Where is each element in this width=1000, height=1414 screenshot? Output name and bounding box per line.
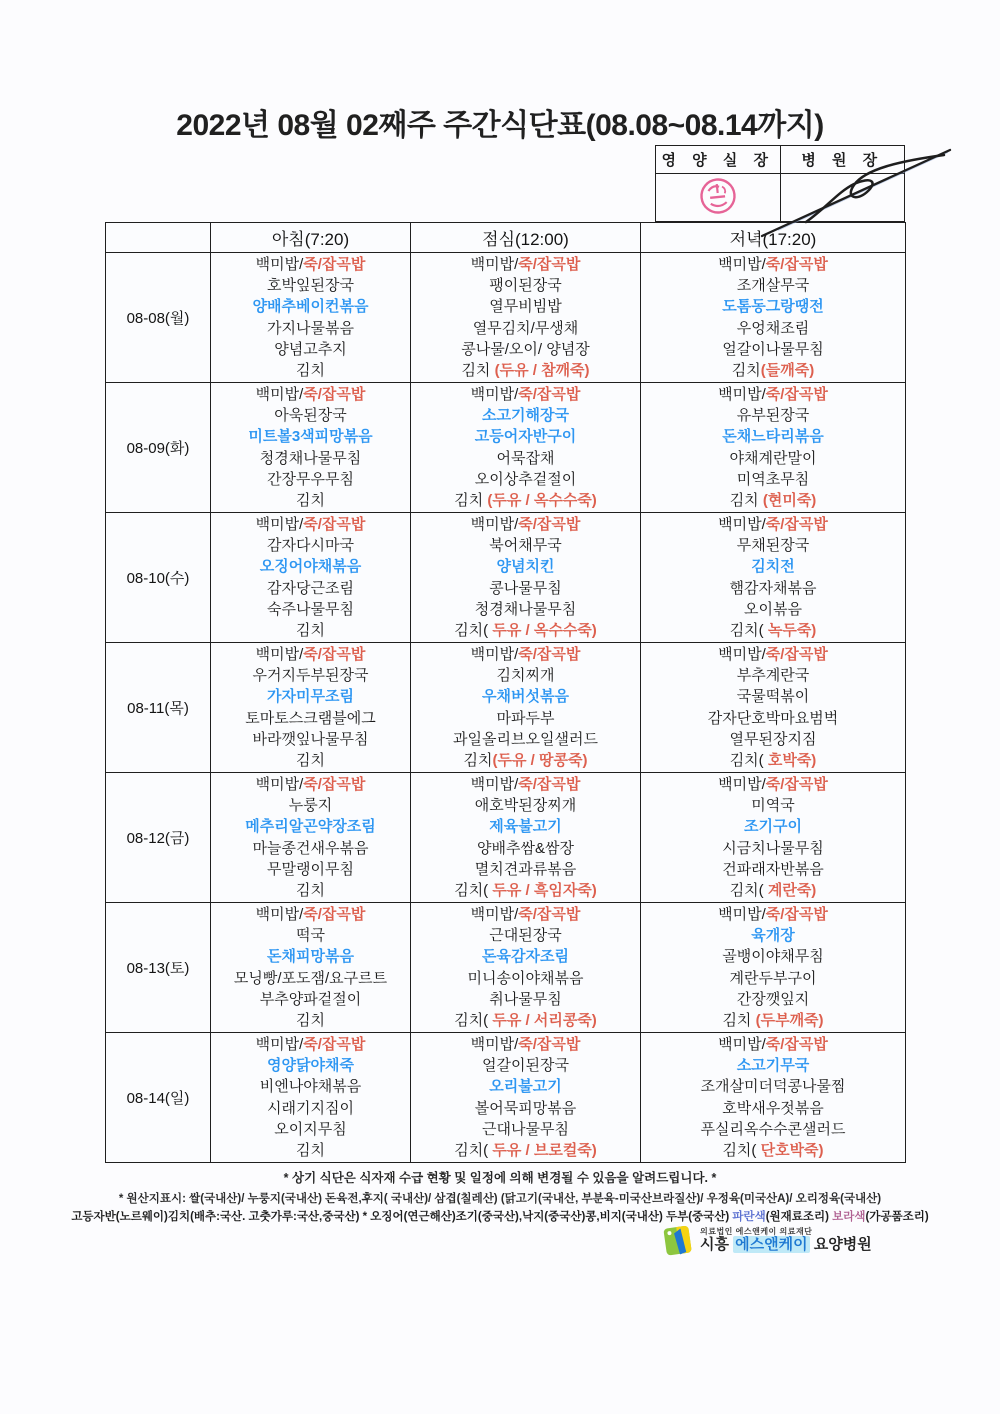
date-cell: 08-10(수) (106, 513, 211, 643)
menu-item: 떡국 (296, 927, 325, 945)
menu-cell-lunch (411, 903, 641, 1033)
date-cell: 08-14(일) (106, 1033, 211, 1163)
menu-item: 야채계란말이 (729, 449, 817, 467)
menu-item: 백미밥/죽/잡곡밥 (255, 1036, 366, 1054)
menu-item: 김치(들깨죽) (731, 361, 815, 379)
footer-note: * 상기 식단은 식자재 수급 현황 및 일정에 의해 변경될 수 있음을 알려드립니다. * (283, 1171, 717, 1185)
menu-item: 영양닭야채죽 (267, 1057, 354, 1075)
menu-item: 김치(두유 / 땅콩죽) (463, 751, 588, 769)
menu-item: 백미밥/죽/잡곡밥 (470, 386, 581, 404)
menu-item: 김치 (296, 621, 325, 639)
origin-note-line1: * 원산지표시: 쌀(국내산)/ 누룽지(국내산) 돈육전,후지( 국내산)/ 삼겹(칠레산) (닭고기(국내산, 부분육-미국산브라질산)/ 우정육(미국산A)/ 오리정육(국내산) (118, 1193, 882, 1205)
menu-cell-dinner (641, 1033, 906, 1163)
menu-item: 계란두부구이 (729, 969, 817, 987)
menu-item: 과일올리브오일샐러드 (453, 730, 598, 748)
menu-item: 조기구이 (744, 818, 802, 836)
menu-item: 조개살무국 (736, 277, 810, 295)
hospital-logo (662, 1222, 872, 1258)
menu-item: 양념치킨 (496, 558, 555, 576)
menu-cell-breakfast (211, 253, 411, 383)
menu-item: 시래기지짐이 (267, 1099, 354, 1117)
menu-item: 건파래자반볶음 (722, 860, 824, 878)
menu-item: 햄감자채볶음 (729, 579, 817, 597)
menu-item: 백미밥/죽/잡곡밥 (255, 776, 366, 794)
menu-item: 미니송이야채볶음 (467, 969, 584, 987)
menu-item: 근대된장국 (489, 927, 562, 945)
menu-item: 김치찌개 (496, 667, 555, 685)
menu-item: 백미밥/죽/잡곡밥 (470, 516, 581, 534)
menu-item: 시금치나물무침 (722, 839, 824, 857)
approval-box (655, 145, 905, 222)
header-lunch: 점심(12:00) (411, 223, 641, 253)
menu-item: 육개장 (751, 927, 795, 945)
menu-item: 백미밥/죽/잡곡밥 (470, 776, 581, 794)
menu-item: 호박새우젓볶음 (722, 1099, 824, 1117)
table-row (106, 903, 906, 1033)
menu-item: 유부된장국 (736, 407, 810, 425)
menu-item: 미트볼3색피망볶음 (248, 428, 373, 446)
menu-item: 백미밥/죽/잡곡밥 (718, 1036, 828, 1054)
menu-item: 얼갈이나물무침 (722, 340, 824, 358)
menu-item: 열무비빔밥 (489, 298, 562, 316)
menu-item: 조개살미더덕콩나물찜 (700, 1078, 846, 1096)
menu-cell-lunch (411, 1033, 641, 1163)
menu-item: 푸실리옥수수콘샐러드 (700, 1120, 846, 1138)
header-dinner: 저녁(17:20) (641, 223, 906, 253)
menu-item: 무말랭이무침 (267, 860, 354, 878)
menu-item: 소고기해장국 (482, 407, 569, 425)
menu-item: 미역초무침 (736, 470, 810, 488)
approval-stamp-cell (656, 174, 781, 222)
menu-item: 김치 (두유 / 참깨죽) (461, 361, 590, 379)
menu-item: 돈채피망볶음 (267, 948, 354, 966)
menu-item: 호박잎된장국 (267, 277, 354, 295)
table-row (106, 1033, 906, 1163)
menu-item: 간장깻잎지 (736, 990, 810, 1008)
table-header-row (106, 223, 906, 253)
menu-item: 모닝빵/포도잼/요구르트 (233, 969, 388, 987)
menu-item: 김치 (두유 / 옥수수죽) (454, 491, 597, 509)
menu-item: 김치 (현미죽) (729, 491, 817, 509)
menu-item: 열무된장지짐 (729, 730, 817, 748)
menu-item: 백미밥/죽/잡곡밥 (255, 646, 366, 664)
menu-cell-lunch (411, 383, 641, 513)
date-cell: 08-13(토) (106, 903, 211, 1033)
menu-item: 마늘종건새우볶음 (252, 839, 369, 857)
menu-item: 김치( 두유 / 흑임자죽) (454, 881, 597, 899)
menu-cell-breakfast (211, 903, 411, 1033)
menu-item: 취나물무침 (489, 990, 562, 1008)
menu-cell-dinner (641, 903, 906, 1033)
menu-item: 국물떡볶이 (736, 688, 810, 706)
menu-item: 백미밥/죽/잡곡밥 (255, 386, 366, 404)
menu-item: 열무김치/무생채 (472, 319, 579, 337)
menu-item: 김치 (296, 1141, 325, 1159)
date-cell: 08-09(화) (106, 383, 211, 513)
menu-item: 돈채느타리볶음 (722, 428, 824, 446)
menu-cell-dinner (641, 383, 906, 513)
menu-item: 백미밥/죽/잡곡밥 (718, 386, 828, 404)
menu-item: 우채버섯볶음 (482, 688, 569, 706)
menu-item: 부추양파겉절이 (259, 990, 362, 1008)
menu-item: 김치( 단호박죽) (722, 1141, 824, 1159)
menu-item: 김치 (296, 491, 325, 509)
menu-item: 돈육감자조림 (482, 948, 569, 966)
menu-item: 오이상추겉절이 (474, 470, 577, 488)
menu-cell-lunch (411, 643, 641, 773)
menu-item: 미역국 (751, 797, 795, 815)
menu-item: 양배추쌈&쌈장 (477, 839, 574, 857)
menu-item: 김치전 (751, 558, 795, 576)
table-row (106, 383, 906, 513)
menu-item: 근대나물무침 (482, 1120, 569, 1138)
date-cell: 08-12(금) (106, 773, 211, 903)
menu-item: 김치 (296, 1011, 325, 1029)
menu-item: 백미밥/죽/잡곡밥 (255, 906, 366, 924)
menu-item: 우거지두부된장국 (252, 667, 369, 685)
menu-item: 청경채나물무침 (474, 600, 577, 618)
menu-cell-breakfast (211, 383, 411, 513)
approval-label-nutrition: 영 양 실 장 (656, 146, 781, 174)
menu-item: 제육불고기 (489, 818, 562, 836)
menu-item: 백미밥/죽/잡곡밥 (718, 906, 828, 924)
menu-item: 김치( 두유 / 서리콩죽) (454, 1011, 597, 1029)
meal-plan-table (105, 222, 906, 1163)
menu-item: 김치 (296, 751, 325, 769)
menu-item: 누룽지 (288, 797, 333, 815)
menu-item: 백미밥/죽/잡곡밥 (718, 776, 828, 794)
table-row (106, 253, 906, 383)
table-row (106, 773, 906, 903)
menu-item: 양념고추지 (274, 340, 347, 358)
menu-item: 아욱된장국 (274, 407, 347, 425)
menu-item: 백미밥/죽/잡곡밥 (718, 516, 828, 534)
table-row (106, 513, 906, 643)
menu-item: 볼어묵피망볶음 (474, 1099, 577, 1117)
menu-item: 비엔나야채볶음 (259, 1078, 362, 1096)
menu-item: 마파두부 (496, 709, 555, 727)
origin-note-line2: 고등자반(노르웨이)김치(배추:국산. 고춧가루:국산,중국산) * 오징어(연근해산)조기(중국산),낙지(중국산)콩,비지(국내산) 두부(중국산) 파란색(원재료조리) 보라색(가공품조리) (71, 1211, 929, 1223)
menu-item: 소고기무국 (736, 1057, 810, 1075)
header-date (106, 223, 211, 253)
menu-cell-dinner (641, 643, 906, 773)
date-cell: 08-11(목) (106, 643, 211, 773)
table-row (106, 643, 906, 773)
menu-cell-breakfast (211, 773, 411, 903)
menu-cell-breakfast (211, 513, 411, 643)
menu-item: 어묵잡채 (496, 449, 555, 467)
menu-cell-lunch (411, 253, 641, 383)
menu-item: 백미밥/죽/잡곡밥 (718, 256, 828, 274)
logo-hospital-name: 시흥 에스앤케이 요양병원 (700, 1235, 872, 1253)
stamp-icon (696, 174, 740, 218)
menu-item: 애호박된장찌개 (474, 797, 577, 815)
menu-item: 감자단호박마요범벅 (707, 709, 839, 727)
menu-item: 백미밥/죽/잡곡밥 (470, 1036, 581, 1054)
menu-item: 김치 (두부깨죽) (722, 1011, 824, 1029)
menu-cell-breakfast (211, 1033, 411, 1163)
menu-item: 청경채나물무침 (259, 449, 362, 467)
menu-item: 골뱅이야채무침 (722, 948, 824, 966)
menu-item: 가지나물볶음 (267, 319, 354, 337)
menu-item: 간장무우무침 (267, 470, 354, 488)
menu-item: 백미밥/죽/잡곡밥 (470, 906, 581, 924)
menu-item: 감자당근조림 (267, 579, 354, 597)
menu-item: 팽이된장국 (489, 277, 562, 295)
menu-item: 도톰동그랑땡전 (722, 298, 824, 316)
menu-item: 백미밥/죽/잡곡밥 (470, 646, 581, 664)
menu-item: 오징어야채볶음 (259, 558, 362, 576)
menu-item: 오이지무침 (274, 1120, 347, 1138)
menu-cell-dinner (641, 773, 906, 903)
hospital-logo-icon (662, 1222, 694, 1258)
menu-item: 부추계란국 (736, 667, 810, 685)
approval-signature-cell (780, 174, 905, 222)
menu-cell-breakfast (211, 643, 411, 773)
menu-item: 콩나물/오이/ 양념장 (461, 340, 590, 358)
menu-item: 양배추베이컨볶음 (252, 298, 369, 316)
menu-item: 김치( 두유 / 옥수수죽) (454, 621, 597, 639)
menu-item: 고등어자반구이 (474, 428, 577, 446)
approval-label-director: 병 원 장 (780, 146, 905, 174)
menu-item: 얼갈이된장국 (482, 1057, 569, 1075)
menu-item: 김치( 두유 / 브로컬죽) (454, 1141, 597, 1159)
menu-item: 무채된장국 (736, 537, 810, 555)
menu-item: 멸치견과류볶음 (474, 860, 577, 878)
page-title: 2022년 08월 02째주 주간식단표(08.08~08.14까지) (176, 109, 824, 142)
menu-item: 오리불고기 (489, 1078, 562, 1096)
menu-item: 오이볶음 (744, 600, 802, 618)
menu-item: 가자미무조림 (267, 688, 354, 706)
menu-item: 메추리알곤약장조림 (245, 818, 376, 836)
header-breakfast: 아침(7:20) (211, 223, 411, 253)
menu-item: 김치( 호박죽) (729, 751, 817, 769)
menu-cell-lunch (411, 773, 641, 903)
menu-item: 북어채무국 (489, 537, 562, 555)
menu-item: 백미밥/죽/잡곡밥 (470, 256, 581, 274)
menu-item: 백미밥/죽/잡곡밥 (718, 646, 828, 664)
menu-cell-dinner (641, 253, 906, 383)
menu-item: 백미밥/죽/잡곡밥 (255, 516, 366, 534)
logo-org-text: 의료법인 에스앤케이 의료재단 (700, 1226, 813, 1236)
menu-item: 콩나물무침 (489, 579, 562, 597)
menu-item: 김치( 계란죽) (729, 881, 817, 899)
logo-name-highlight: 에스앤케이 (735, 1235, 808, 1253)
menu-cell-dinner (641, 513, 906, 643)
menu-item: 우엉채조림 (736, 319, 810, 337)
date-cell: 08-08(월) (106, 253, 211, 383)
menu-cell-lunch (411, 513, 641, 643)
menu-item: 감자다시마국 (267, 537, 354, 555)
menu-item: 김치( 녹두죽) (729, 621, 817, 639)
menu-item: 김치 (296, 361, 325, 379)
menu-item: 바라깻잎나물무침 (252, 730, 369, 748)
menu-item: 숙주나물무침 (267, 600, 354, 618)
menu-item: 토마토스크램블에그 (245, 709, 376, 727)
menu-item: 김치 (296, 881, 325, 899)
menu-item: 백미밥/죽/잡곡밥 (255, 256, 366, 274)
